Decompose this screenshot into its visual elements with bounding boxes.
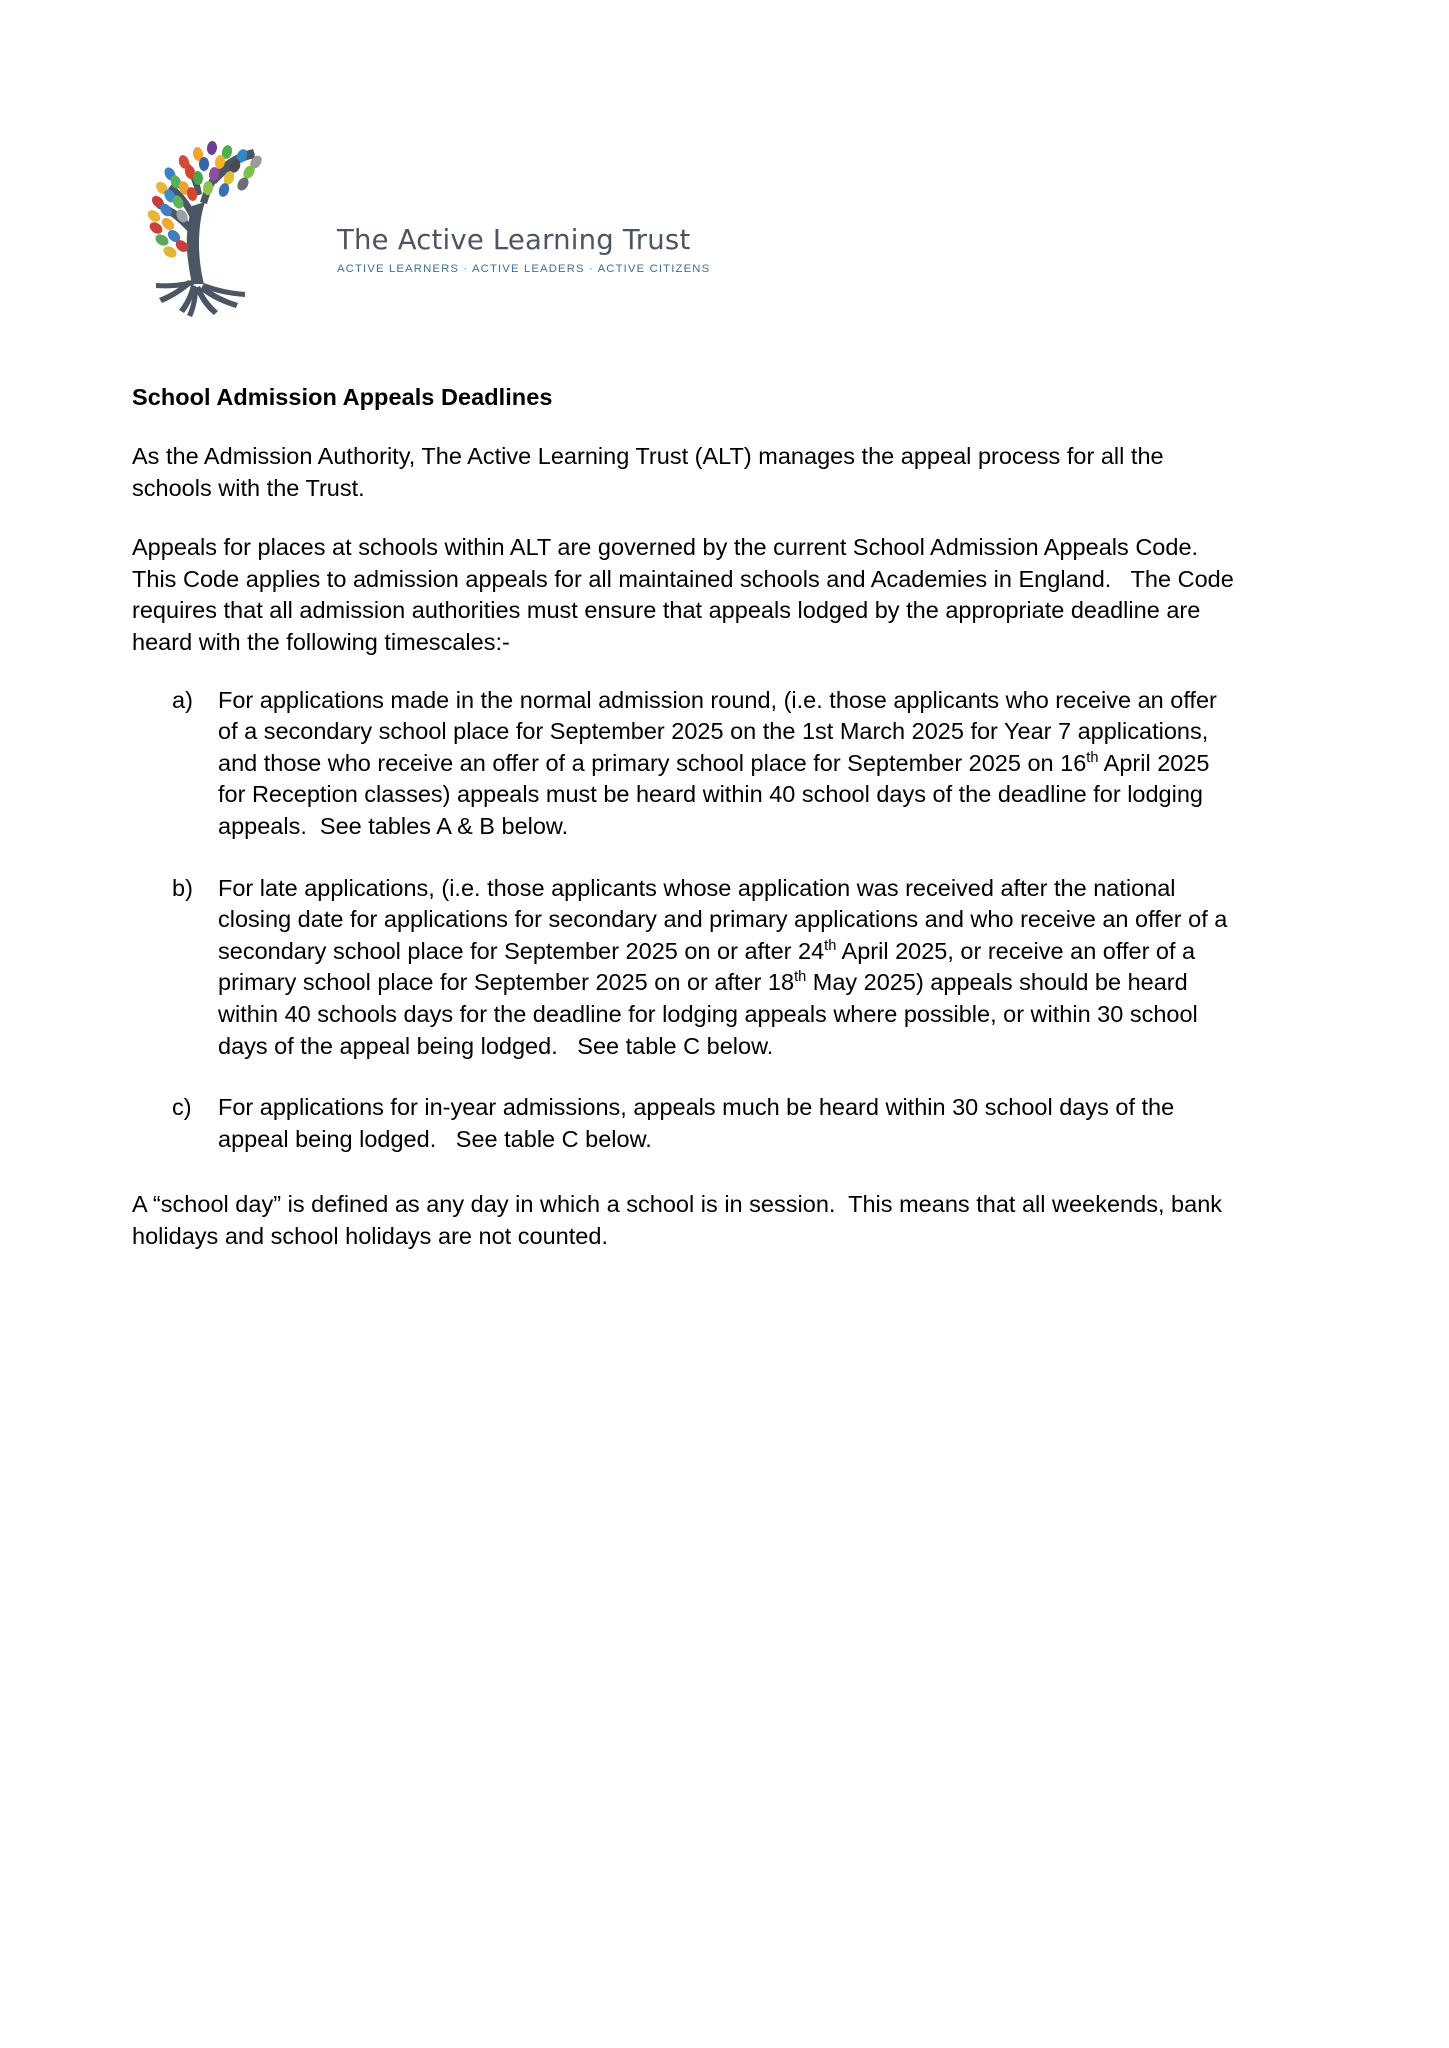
document-body xyxy=(132,382,1242,1280)
ordinal-suffix: th xyxy=(824,937,837,954)
logo-wordmark xyxy=(337,224,711,275)
list-item-marker: b) xyxy=(172,874,193,901)
list-item-text: For applications for in-year admissions, appeals much be heard within 30 school days of the appeal being lodged. See table C below. xyxy=(218,1094,1181,1152)
list-item xyxy=(132,685,1242,843)
organisation-logo xyxy=(132,128,711,328)
list-item-text-part: For late applications, (i.e. those applicants whose application was received after the national closing date for applications for secondary and primary applications and who receive an offer of a secondary school place for September 2025 on or after 24 xyxy=(218,874,1234,964)
list-item-text-part: April 2025 for Reception classes) appeals must be heard within 40 school days of the deadline for lodging appeals. See tables A & B below. xyxy=(218,749,1217,839)
logo-tagline: ACTIVE LEARNERS · ACTIVE LEADERS · ACTIVE CITIZENS xyxy=(337,263,711,275)
list-item xyxy=(132,873,1242,1063)
list-item-text-part: May 2025) appeals should be heard within 40 schools days for the deadline for lodging appeals where possible, or within 30 school days of the appeal being lodged. See table C below. xyxy=(218,969,1205,1059)
page-title: School Admission Appeals Deadlines xyxy=(132,384,553,410)
list-item-marker: a) xyxy=(172,686,193,713)
paragraph-intro: As the Admission Authority, The Active Learning Trust (ALT) manages the appeal process for all the schools with the Trust. xyxy=(132,443,1171,501)
paragraph-school-day-definition: A “school day” is defined as any day in which a school is in session. This means that all weekends, bank holidays and school holidays are not counted. xyxy=(132,1191,1229,1249)
list-item-text-part: For applications made in the normal admission round, (i.e. those applicants who receive an offer of a secondary school place for September 2025 on the 1st March 2025 for Year 7 applications, and those who receive an offer of a primary school place for September 2025 on 16 xyxy=(218,686,1224,776)
timescales-list xyxy=(132,685,1242,1156)
logo-title: The Active Learning Trust xyxy=(337,224,691,256)
list-item-marker: c) xyxy=(172,1094,192,1121)
ordinal-suffix: th xyxy=(1086,749,1099,766)
list-item-text-part: April 2025, or receive an offer of a primary school place for September 2025 on or after 18 xyxy=(218,937,1202,996)
paragraph-appeals-code: Appeals for places at schools within ALT are governed by the current School Admission Appeals Code. This Code applies to admission appeals for all maintained schools and Academies in England. The Code requires that all admission authorities must ensure that appeals lodged by the appropriate deadline are heard with the following timescales:- xyxy=(132,534,1241,655)
list-item-text xyxy=(218,685,1242,843)
ordinal-suffix: th xyxy=(794,969,807,986)
tree-logo-icon xyxy=(132,128,307,323)
list-item-text xyxy=(218,873,1242,1063)
list-item xyxy=(132,1092,1242,1155)
